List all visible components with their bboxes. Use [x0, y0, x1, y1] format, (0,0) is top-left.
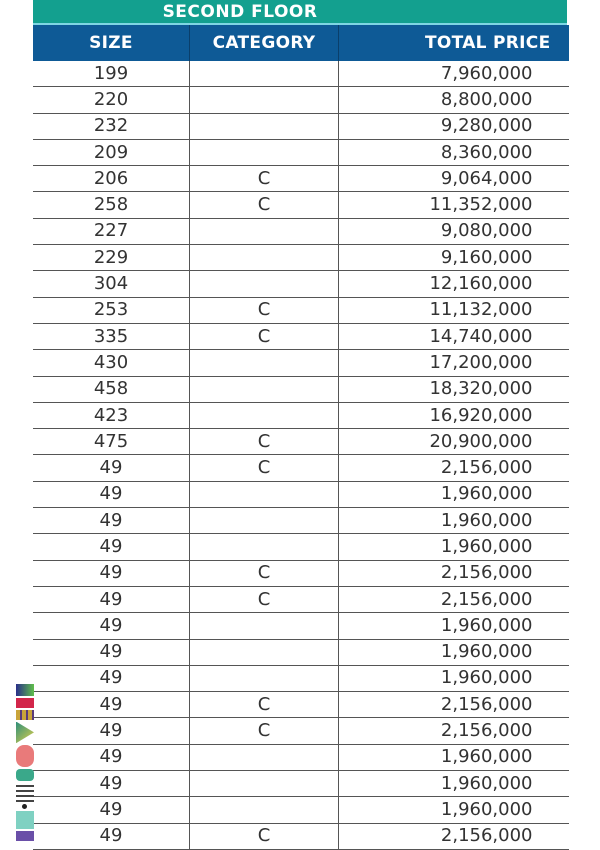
vertical-brand-logo-icon — [16, 684, 36, 841]
cell-category — [190, 534, 339, 560]
header-category: CATEGORY — [190, 25, 339, 61]
cell-total-price: 12,160,000 — [339, 271, 569, 297]
cell-size: 49 — [33, 639, 190, 665]
table-row — [33, 429, 569, 455]
logo-block-icon — [16, 684, 34, 696]
cell-total-price: 2,156,000 — [339, 455, 569, 481]
cell-total-price: 1,960,000 — [339, 534, 569, 560]
cell-total-price: 14,740,000 — [339, 323, 569, 349]
cell-total-price: 8,800,000 — [339, 87, 569, 113]
cell-category — [190, 218, 339, 244]
table-row — [33, 718, 569, 744]
table-row — [33, 481, 569, 507]
cell-category — [190, 508, 339, 534]
table-row — [33, 586, 569, 612]
table-row — [33, 376, 569, 402]
table-row — [33, 508, 569, 534]
cell-total-price: 1,960,000 — [339, 639, 569, 665]
cell-size: 227 — [33, 218, 190, 244]
table-body — [33, 61, 569, 849]
header-total-price: TOTAL PRICE — [339, 25, 569, 61]
cell-size: 253 — [33, 297, 190, 323]
price-table — [33, 25, 569, 850]
logo-block-icon — [16, 783, 34, 803]
cell-total-price: 2,156,000 — [339, 560, 569, 586]
logo-block-icon — [16, 722, 34, 744]
table-row — [33, 402, 569, 428]
cell-category: C — [190, 560, 339, 586]
cell-category: C — [190, 323, 339, 349]
cell-category — [190, 245, 339, 271]
cell-size: 49 — [33, 508, 190, 534]
table-row — [33, 139, 569, 165]
table-row — [33, 692, 569, 718]
table-row — [33, 560, 569, 586]
cell-size: 430 — [33, 350, 190, 376]
cell-category — [190, 376, 339, 402]
cell-size: 258 — [33, 192, 190, 218]
cell-category — [190, 139, 339, 165]
cell-category — [190, 665, 339, 691]
cell-size: 423 — [33, 402, 190, 428]
cell-category: C — [190, 692, 339, 718]
cell-category: C — [190, 166, 339, 192]
cell-total-price: 1,960,000 — [339, 771, 569, 797]
logo-block-icon — [16, 811, 34, 829]
cell-size: 49 — [33, 744, 190, 770]
cell-total-price: 16,920,000 — [339, 402, 569, 428]
cell-total-price: 9,080,000 — [339, 218, 569, 244]
table-row — [33, 350, 569, 376]
cell-size: 335 — [33, 323, 190, 349]
cell-total-price: 2,156,000 — [339, 692, 569, 718]
cell-size: 232 — [33, 113, 190, 139]
cell-size: 49 — [33, 823, 190, 849]
cell-size: 206 — [33, 166, 190, 192]
cell-total-price: 1,960,000 — [339, 797, 569, 823]
cell-category: C — [190, 455, 339, 481]
cell-category: C — [190, 297, 339, 323]
table-row — [33, 271, 569, 297]
cell-category — [190, 271, 339, 297]
cell-total-price: 1,960,000 — [339, 508, 569, 534]
table-row — [33, 455, 569, 481]
cell-total-price: 9,064,000 — [339, 166, 569, 192]
cell-total-price: 18,320,000 — [339, 376, 569, 402]
cell-size: 49 — [33, 692, 190, 718]
cell-size: 199 — [33, 61, 190, 87]
table-row — [33, 613, 569, 639]
cell-size: 49 — [33, 771, 190, 797]
cell-size: 475 — [33, 429, 190, 455]
logo-block-icon — [16, 769, 34, 781]
cell-category: C — [190, 823, 339, 849]
header-size: SIZE — [33, 25, 190, 61]
table-row — [33, 61, 569, 87]
cell-category — [190, 61, 339, 87]
cell-category — [190, 350, 339, 376]
floor-banner: SECOND FLOOR — [33, 0, 567, 25]
cell-size: 49 — [33, 665, 190, 691]
cell-total-price: 20,900,000 — [339, 429, 569, 455]
cell-category: C — [190, 192, 339, 218]
table-row — [33, 192, 569, 218]
cell-size: 49 — [33, 560, 190, 586]
cell-size: 49 — [33, 586, 190, 612]
logo-block-icon — [16, 831, 34, 841]
table-row — [33, 323, 569, 349]
cell-size: 49 — [33, 613, 190, 639]
table-row — [33, 823, 569, 849]
table-row — [33, 87, 569, 113]
table-row — [33, 744, 569, 770]
table-header-row — [33, 25, 569, 61]
table-row — [33, 166, 569, 192]
cell-total-price: 17,200,000 — [339, 350, 569, 376]
cell-total-price: 2,156,000 — [339, 823, 569, 849]
cell-size: 49 — [33, 797, 190, 823]
cell-category — [190, 113, 339, 139]
cell-category — [190, 481, 339, 507]
price-list — [33, 0, 567, 850]
table-row — [33, 113, 569, 139]
cell-category — [190, 639, 339, 665]
cell-size: 304 — [33, 271, 190, 297]
cell-category: C — [190, 429, 339, 455]
cell-total-price: 7,960,000 — [339, 61, 569, 87]
cell-total-price: 9,280,000 — [339, 113, 569, 139]
cell-total-price: 9,160,000 — [339, 245, 569, 271]
cell-size: 229 — [33, 245, 190, 271]
cell-category — [190, 87, 339, 113]
cell-total-price: 1,960,000 — [339, 481, 569, 507]
cell-category — [190, 744, 339, 770]
logo-block-icon — [16, 745, 34, 767]
cell-category: C — [190, 718, 339, 744]
cell-category — [190, 797, 339, 823]
cell-total-price: 11,352,000 — [339, 192, 569, 218]
cell-size: 49 — [33, 455, 190, 481]
cell-size: 458 — [33, 376, 190, 402]
table-row — [33, 534, 569, 560]
table-row — [33, 245, 569, 271]
table-row — [33, 771, 569, 797]
cell-category: C — [190, 586, 339, 612]
cell-total-price: 1,960,000 — [339, 665, 569, 691]
cell-size: 209 — [33, 139, 190, 165]
table-row — [33, 665, 569, 691]
cell-size: 49 — [33, 534, 190, 560]
table-row — [33, 218, 569, 244]
cell-total-price: 11,132,000 — [339, 297, 569, 323]
cell-total-price: 8,360,000 — [339, 139, 569, 165]
table-row — [33, 297, 569, 323]
cell-category — [190, 771, 339, 797]
cell-total-price: 1,960,000 — [339, 613, 569, 639]
logo-block-icon — [16, 710, 34, 720]
cell-size: 49 — [33, 481, 190, 507]
cell-total-price: 1,960,000 — [339, 744, 569, 770]
cell-category — [190, 613, 339, 639]
cell-category — [190, 402, 339, 428]
cell-size: 49 — [33, 718, 190, 744]
cell-total-price: 2,156,000 — [339, 586, 569, 612]
table-row — [33, 639, 569, 665]
cell-size: 220 — [33, 87, 190, 113]
logo-dot-icon — [22, 804, 27, 809]
cell-total-price: 2,156,000 — [339, 718, 569, 744]
logo-block-icon — [16, 698, 34, 708]
table-row — [33, 797, 569, 823]
